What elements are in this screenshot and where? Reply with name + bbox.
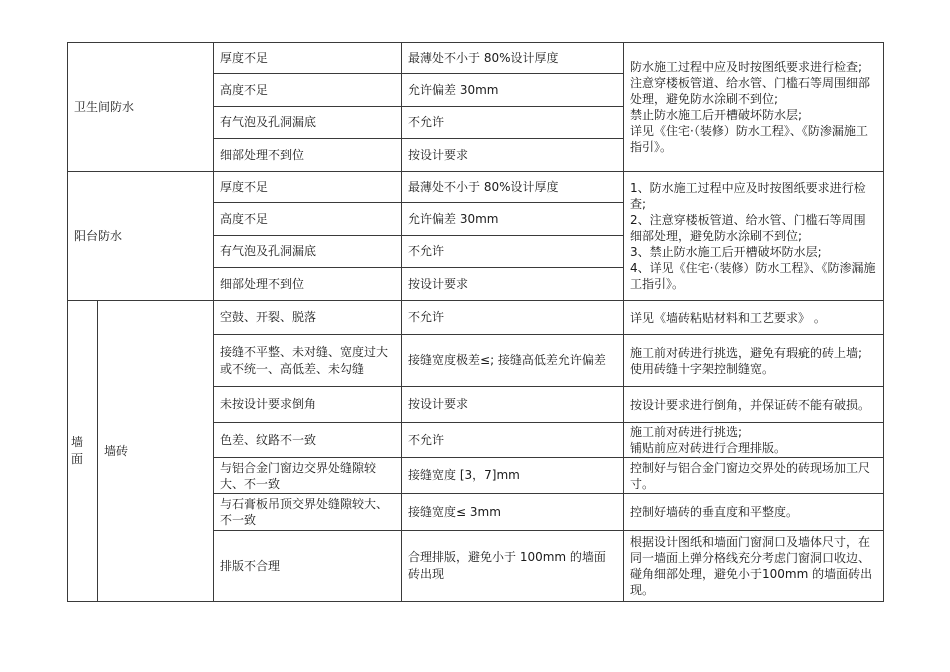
note-text: 防水施工过程中应及时按图纸要求进行检查; 注意穿楼板管道、给水管、门槛石等周围细部处理，避免防水涂刷不到位; 禁止防水施工后开槽破坏防水层; 详见《住宅·（装修）防水工程》、《防渗漏施工指引》。 [630,60,871,154]
table-row [68,172,884,203]
standard-cell: 接缝宽度≤ 3mm [402,494,624,531]
quality-standards-table [67,42,884,602]
standard-cell: 允许偏差 30mm [402,74,624,107]
area-cell-wall [68,301,98,602]
note-text: 施工前对砖进行挑选，避免有瑕疵的砖上墙; 使用砖缝十字架控制缝宽。 [630,345,863,376]
standard-cell: 不允许 [402,107,624,139]
table-row [68,301,884,335]
standard-cell: 不允许 [402,301,624,335]
note-text: 控制好墙砖的垂直度和平整度。 [630,505,799,519]
note-text: 1、防水施工过程中应及时按图纸要求进行检查; 2、注意穿楼板管道、给水管、门槛石等周围细部处理，避免防水涂刷不到位; 3、禁止防水施工后开槽破坏防水层; 4、详见《住宅·（装修）防水工程》、《防渗漏施工指引》。 [630,181,876,291]
subarea-cell-tile: 墙砖 [98,301,214,602]
standard-cell: 接缝宽度极差≤; 接缝高低差允许偏差 [402,335,624,387]
area-text: 墙 面 [71,435,84,466]
issue-cell: 厚度不足 [214,43,402,74]
area-cell-bathroom: 卫生间防水 [68,43,214,172]
issue-cell: 空鼓、开裂、脱落 [214,301,402,335]
note-text: 根据设计图纸和墙面门窗洞口及墙体尺寸，在同一墙面上弹分格线充分考虑门窗洞口收边、碰角细部处理，避免小于100mm 的墙面砖出现。 [630,535,873,597]
standard-cell: 接缝宽度 [3，7]mm [402,458,624,494]
issue-cell: 高度不足 [214,74,402,107]
note-cell [624,458,884,494]
standard-cell: 不允许 [402,423,624,458]
issue-cell: 高度不足 [214,203,402,236]
table-row [68,43,884,74]
note-text: 详见《墙砖粘贴材料和工艺要求》 。 [630,310,826,325]
note-cell-bathroom [624,43,884,172]
standard-cell: 最薄处不小于 80%设计厚度 [402,172,624,203]
note-cell [624,494,884,531]
standard-cell: 按设计要求 [402,268,624,301]
area-cell-balcony: 阳台防水 [68,172,214,301]
issue-cell: 未按设计要求倒角 [214,387,402,423]
standard-cell: 允许偏差 30mm [402,203,624,236]
issue-cell: 色差、纹路不一致 [214,423,402,458]
standard-cell: 最薄处不小于 80%设计厚度 [402,43,624,74]
standard-cell: 按设计要求 [402,387,624,423]
issue-cell: 接缝不平整、未对缝、宽度过大或不统一、高低差、未勾缝 [214,335,402,387]
note-cell [624,423,884,458]
issue-cell: 细部处理不到位 [214,268,402,301]
standard-cell: 不允许 [402,236,624,268]
issue-cell: 细部处理不到位 [214,139,402,172]
note-text: 控制好与铝合金门窗边交界处的砖现场加工尺寸。 [630,460,871,491]
issue-cell: 有气泡及孔洞漏底 [214,107,402,139]
note-text: 按设计要求进行倒角，并保证砖不能有破损。 [630,397,871,412]
note-cell-balcony [624,172,884,301]
note-text: 施工前对砖进行挑选; 铺贴前应对砖进行合理排版。 [630,425,787,455]
standard-cell: 合理排版，避免小于 100mm 的墙面砖出现 [402,531,624,602]
issue-cell: 厚度不足 [214,172,402,203]
note-cell [624,387,884,423]
issue-cell: 有气泡及孔洞漏底 [214,236,402,268]
note-cell [624,301,884,335]
issue-cell: 与石膏板吊顶交界处缝隙较大、不一致 [214,494,402,531]
issue-cell: 与铝合金门窗边交界处缝隙较大、不一致 [214,458,402,494]
standard-cell: 按设计要求 [402,139,624,172]
issue-cell: 排版不合理 [214,531,402,602]
note-cell [624,335,884,387]
note-cell [624,531,884,602]
